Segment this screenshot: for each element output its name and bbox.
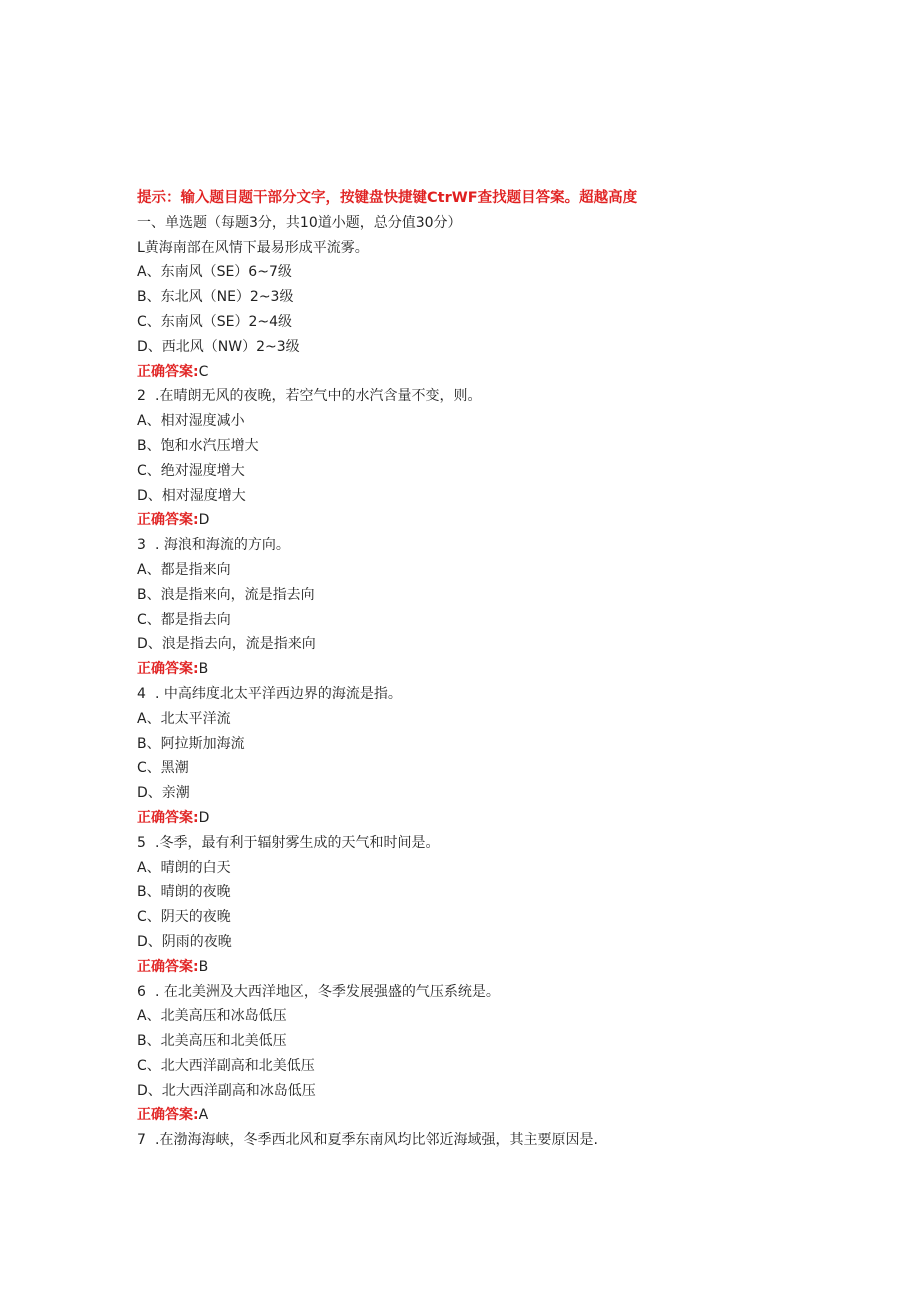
question-list [137, 236, 857, 1153]
question-number: 5 [137, 834, 146, 851]
option-item: B、晴朗的夜晚 [137, 884, 231, 901]
section-title: 一、单选题（每题3分，共10道小题，总分值30分） [137, 214, 462, 231]
answer-line [137, 657, 857, 682]
document-page [137, 186, 857, 1153]
answer-label: 正确答案: [137, 958, 199, 975]
question-stem [137, 533, 857, 558]
question-text: . 在北美洲及大西洋地区，冬季发展强盛的气压系统是。 [155, 983, 500, 1000]
option-item: A、东南风（SE）6~7级 [137, 264, 292, 281]
question-text: .在渤海海峡，冬季西北风和夏季东南风均比邻近海域强，其主要原因是. [155, 1132, 598, 1149]
option-item: A、晴朗的白天 [137, 859, 231, 876]
option-item: D、北大西洋副高和冰岛低压 [137, 1082, 316, 1099]
option-item: D、西北风（NW）2~3级 [137, 338, 300, 355]
answer-line [137, 806, 857, 831]
answer-line [137, 508, 857, 533]
answer-line [137, 1103, 857, 1128]
answer-value: B [198, 958, 209, 975]
question-text: . 海浪和海流的方向。 [155, 537, 290, 554]
option-item: D、亲潮 [137, 785, 190, 802]
question-number: 7 [137, 1132, 146, 1149]
question-text: . 中高纬度北太平洋西边界的海流是指。 [155, 685, 402, 702]
answer-label: 正确答案: [137, 661, 199, 678]
option-item: C、绝对湿度增大 [137, 462, 245, 479]
question-stem [137, 1128, 857, 1153]
question-stem [137, 980, 857, 1005]
question-number: 4 [137, 685, 146, 702]
question-text: L黄海南部在风情下最易形成平流雾。 [137, 239, 369, 256]
option-item: A、北美高压和冰岛低压 [137, 1008, 287, 1025]
option-item: B、北美高压和北美低压 [137, 1033, 287, 1050]
option-item: D、相对湿度增大 [137, 487, 246, 504]
question-stem [137, 384, 857, 409]
answer-label: 正确答案: [137, 512, 199, 529]
option-item: A、相对湿度减小 [137, 413, 245, 430]
answer-label: 正确答案: [137, 809, 199, 826]
option-item: C、东南风（SE）2~4级 [137, 313, 293, 330]
question-text: .在晴朗无风的夜晚，若空气中的水汽含量不变，则。 [155, 388, 482, 405]
question-stem [137, 831, 857, 856]
answer-label: 正确答案: [137, 363, 199, 380]
option-item: C、都是指去向 [137, 611, 231, 628]
option-item: A、都是指来向 [137, 561, 231, 578]
option-item: B、东北风（NE）2~3级 [137, 289, 294, 306]
answer-value: B [198, 661, 209, 678]
question-stem [137, 236, 857, 261]
option-item: B、浪是指来向，流是指去向 [137, 586, 315, 603]
question-number: 3 [137, 537, 146, 554]
answer-value: C [198, 363, 209, 380]
answer-line [137, 360, 857, 385]
question-number: 2 [137, 388, 146, 405]
answer-line [137, 955, 857, 980]
option-item: B、阿拉斯加海流 [137, 735, 245, 752]
option-item: C、阴天的夜晚 [137, 909, 231, 926]
answer-value: D [198, 512, 210, 529]
option-item: D、阴雨的夜晚 [137, 933, 232, 950]
tip-banner: 提示：输入题目题干部分文字，按键盘快捷键CtrWF查找题目答案。超越高度 [137, 190, 638, 206]
option-item: A、北太平洋流 [137, 710, 231, 727]
option-item: B、饱和水汽压增大 [137, 437, 259, 454]
option-item: C、北大西洋副高和北美低压 [137, 1057, 315, 1074]
question-text: .冬季，最有利于辐射雾生成的天气和时间是。 [155, 834, 440, 851]
option-item: C、黑潮 [137, 760, 189, 777]
option-item: D、浪是指去向，流是指来向 [137, 636, 316, 653]
question-number: 6 [137, 983, 146, 1000]
answer-label: 正确答案: [137, 1107, 199, 1124]
question-stem [137, 682, 857, 707]
answer-value: A [198, 1107, 209, 1124]
answer-value: D [198, 809, 210, 826]
